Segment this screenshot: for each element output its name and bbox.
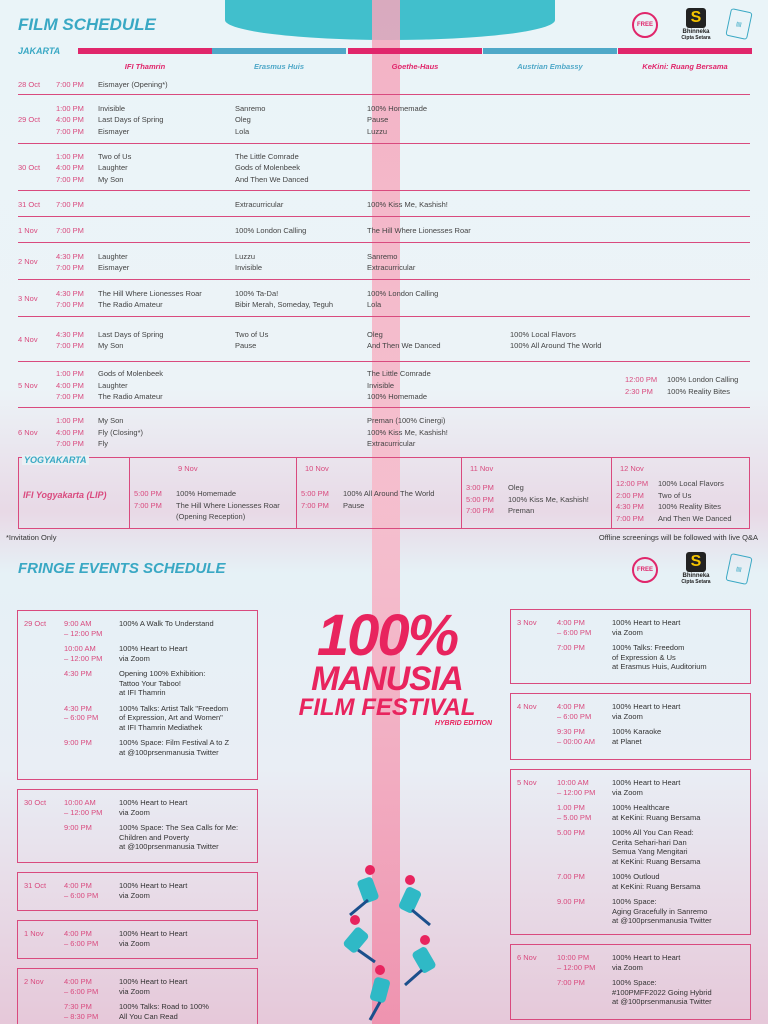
fringe-event: 100% Space: Film Festival A to Z at @100prsenmanusia Twitter [119,738,230,757]
free-badge-icon: FREE [632,12,658,38]
fringe-time: 5.00 PM [557,828,585,837]
venue-label: KeKini: Ruang Bersama [642,62,728,71]
day-films: Oleg 100% Kiss Me, Kashish! Preman [508,483,589,515]
fringe-event: 100% Heart to Heart via Zoom [119,977,188,996]
fringe-time: 4:00 PM – 6:00 PM [64,977,99,996]
schedule-cell: 6 Nov [18,427,38,437]
schedule-cell: 4 Nov [18,335,38,345]
fringe-time: 7:00 PM [557,643,585,652]
fringe-time: 10:00 AM – 12:00 PM [64,798,103,817]
schedule-cell: 1:00 PM 4:00 PM 7:00 PM [56,103,84,136]
fringe-event: 100% Heart to Heart via Zoom [119,929,188,948]
schedule-cell: 1:00 PM 4:00 PM 7:00 PM [56,151,84,184]
festival-logo: 100% MANUSIA FILM FESTIVAL HYBRID EDITION [298,603,492,727]
venue-label: Erasmus Huis [253,62,305,71]
schedule-cell: Extracurricular [235,199,284,209]
schedule-cell: 4:30 PM 7:00 PM [56,288,84,309]
yogyakarta-venue: IFI Yogyakarta (LIP) [23,490,107,500]
schedule-cell: 100% Ta-Da! Bibir Merah, Someday, Teguh [235,288,334,309]
fringe-time: 4:00 PM – 6:00 PM [557,702,592,721]
fringe-day-box [510,609,751,684]
fringe-event: 100% Heart to Heart via Zoom [612,702,681,721]
schedule-cell: 12:00 PM 2:30 PM [625,375,658,396]
day-times: 5:00 PM 7:00 PM [301,489,329,510]
fringe-event: 100% Heart to Heart via Zoom [612,778,681,797]
schedule-cell: Preman (100% Cinergi) 100% Kiss Me, Kashish! Extracurricular [367,416,448,449]
schedule-cell: Oleg And Then We Danced [367,329,441,350]
fringe-time: 4:30 PM – 6:00 PM [64,703,99,722]
fringe-time: 10:00 PM – 12:00 PM [557,953,596,972]
fringe-event: 100% Talks: Freedom of Expression & Us at Erasmus Huis, Auditorium [612,643,707,671]
fringe-date: 6 Nov [517,953,537,962]
schedule-cell: 2 Nov [18,257,38,267]
fringe-time: 10:00 AM – 12:00 PM [557,778,596,797]
fringe-time: 7:30 PM – 8:30 PM [64,1002,99,1021]
sponsor-logo: S Bhinneka Cipta Setara [681,9,711,41]
day-date: 10 Nov [305,464,329,473]
day-date: 12 Nov [620,464,644,473]
venue-color-bar [78,48,212,54]
fringe-title: FRINGE EVENTS SCHEDULE [18,560,226,577]
fringe-date: 29 Oct [24,619,47,628]
fringe-day-box [17,610,258,780]
fringe-date: 1 Nov [24,929,44,938]
day-date: 11 Nov [470,464,494,473]
schedule-cell: 7:00 PM [56,199,84,209]
dancers-illustration [330,850,450,1024]
schedule-cell: 28 Oct [18,79,41,89]
fringe-time: 10:00 AM – 12:00 PM [64,644,103,663]
fringe-day-box [17,920,258,959]
row-divider [18,94,750,95]
fringe-event: Opening 100% Exhibition: Tattoo Your Taboo! at IFI Thamrin [119,669,206,697]
fringe-day-box [510,693,751,760]
venue-color-bar [483,48,617,54]
day-date: 9 Nov [178,464,198,473]
fringe-event: 100% Space: The Sea Calls for Me: Children and Poverty at @100prsenmanusia Twitter [119,823,239,851]
free-badge-icon: FREE [632,557,658,583]
city-yogyakarta: YOGYAKARTA [24,455,87,465]
fringe-time: 7:00 PM [557,978,585,987]
venue-color-bar [618,48,752,54]
fringe-time: 7.00 PM [557,872,585,881]
film-schedule-title: FILM SCHEDULE [18,15,156,34]
schedule-cell: The Hill Where Lionesses Roar [367,225,471,235]
fringe-time: 4:00 PM – 6:00 PM [557,618,592,637]
fringe-time: 4:00 PM – 6:00 PM [64,929,99,948]
yogyakarta-day [129,458,296,528]
yogyakarta-day [296,458,461,528]
schedule-cell: 7:00 PM [56,225,84,235]
schedule-cell: 100% Kiss Me, Kashish! [367,199,448,209]
row-divider [18,316,750,317]
day-films: 100% Local Flavors Two of Us 100% Reality Bites And Then We Danced [658,479,732,523]
invitation-note: *Invitation Only [6,533,57,542]
schedule-cell: My Son Fly (Closing*) Fly [98,416,144,449]
schedule-cell: Laughter Eismayer [98,251,130,272]
city-jakarta: JAKARTA [18,46,61,56]
schedule-cell: Last Days of Spring My Son [98,329,164,350]
fringe-date: 31 Oct [24,881,47,890]
fringe-time: 9:00 PM [64,823,92,832]
schedule-cell: 1:00 PM 4:00 PM 7:00 PM [56,416,84,449]
fringe-time: 9.00 PM [557,897,585,906]
venue-label: Goethe-Haus [391,62,439,71]
schedule-cell: 4:30 PM 7:00 PM [56,251,84,272]
fringe-event: 100% Outloud at KeKini: Ruang Bersama [612,872,701,891]
day-times: 12:00 PM 2:00 PM 4:30 PM 7:00 PM [616,479,649,523]
fringe-event: 100% A Walk To Understand [119,619,214,628]
schedule-cell: The Little Comrade Invisible 100% Homemade [367,369,431,402]
row-divider [18,190,750,191]
venue-color-bar [212,48,346,54]
schedule-cell: Luzzu Invisible [235,251,263,272]
fringe-day-box [17,968,258,1024]
schedule-cell: Sanremo Extracurricular [367,251,416,272]
venue-label: IFI Thamrin [124,62,166,71]
schedule-cell: 5 Nov [18,380,38,390]
fringe-time: 4:30 PM [64,669,92,678]
schedule-cell: Two of Us Laughter My Son [98,151,132,184]
fringe-event: 100% Heart to Heart via Zoom [119,644,188,663]
schedule-cell: 1 Nov [18,225,38,235]
schedule-cell: Sanremo Oleg Lola [235,103,266,136]
sponsor-s-icon: S [686,8,706,28]
fringe-event: 100% All You Can Read: Cerita Sehari-hari Dan Semua Yang Mengitari at KeKini: Ruang Bersama [612,828,701,866]
schedule-cell: 29 Oct [18,115,41,125]
schedule-cell: 100% London Calling 100% Reality Bites [667,375,739,396]
day-times: 5:00 PM 7:00 PM [134,489,162,510]
yogyakarta-block [18,457,750,529]
fringe-time: 9:00 PM [64,738,92,747]
row-divider [18,143,750,144]
schedule-cell: 100% Local Flavors 100% All Around The World [510,329,602,350]
fringe-date: 3 Nov [517,618,537,627]
schedule-cell: 3 Nov [18,294,38,304]
fringe-day-box [17,872,258,911]
day-times: 3:00 PM 5:00 PM 7:00 PM [466,483,494,515]
day-films: 100% Homemade The Hill Where Lionesses Roar (Opening Reception) [176,489,280,521]
row-divider [18,361,750,362]
fringe-event: 100% Heart to Heart via Zoom [612,953,681,972]
fringe-event: 100% Talks: Road to 100% All You Can Read [119,1002,209,1021]
row-divider [18,216,750,217]
schedule-cell: 100% London Calling Lola [367,288,439,309]
fringe-event: 100% Heart to Heart via Zoom [612,618,681,637]
fringe-event: 100% Space: #100PMFF2022 Going Hybrid at @100prsenmanusia Twitter [612,978,712,1006]
fringe-event: 100% Healthcare at KeKini: Ruang Bersama [612,803,701,822]
fringe-date: 5 Nov [517,778,537,787]
fringe-time: 9:30 PM – 00:00 AM [557,727,595,746]
fringe-event: 100% Heart to Heart via Zoom [119,881,188,900]
ticket-icon: ▤ [725,8,752,40]
schedule-cell: Two of Us Pause [235,329,269,350]
schedule-cell: 7:00 PM [56,79,84,89]
schedule-cell: Eismayer (Opening*) [98,79,168,89]
fringe-day-box [17,789,258,863]
fringe-date: 4 Nov [517,702,537,711]
row-divider [18,242,750,243]
row-divider [18,279,750,280]
schedule-cell: 30 Oct [18,163,41,173]
qa-note: Offline screenings will be followed with live Q&A [598,533,758,542]
fringe-time: 9:00 AM – 12:00 PM [64,619,103,638]
fringe-event: 100% Space: Aging Gracefully in Sanremo at @100prsenmanusia Twitter [612,897,712,925]
fringe-date: 2 Nov [24,977,44,986]
schedule-cell: 1:00 PM 4:00 PM 7:00 PM [56,369,84,402]
fringe-day-box [510,769,751,935]
schedule-cell: 31 Oct [18,199,41,209]
day-films: 100% All Around The World Pause [343,489,435,510]
fringe-day-box [510,944,751,1020]
fringe-event: 100% Talks: Artist Talk "Freedom of Expression, Art and Women" at IFI Thamrin Mediathek [119,703,229,732]
fringe-event: 100% Heart to Heart via Zoom [119,798,188,817]
ticket-icon: ▤ [725,553,752,585]
schedule-cell: Gods of Molenbeek Laughter The Radio Amateur [98,369,164,402]
schedule-cell: 100% London Calling [235,225,307,235]
schedule-cell: 100% Homemade Pause Luzzu [367,103,428,136]
schedule-cell: The Hill Where Lionesses Roar The Radio Amateur [98,288,202,309]
schedule-cell: 4:30 PM 7:00 PM [56,329,84,350]
venue-label: Austrian Embassy [517,62,583,71]
row-divider [18,407,750,408]
sponsor-s-icon: S [686,552,706,572]
sponsor-logo: S Bhinneka Cipta Setara [681,553,711,585]
fringe-time: 4:00 PM – 6:00 PM [64,881,99,900]
fringe-date: 30 Oct [24,798,47,807]
yogyakarta-day [461,458,611,528]
venue-color-bar [348,48,482,54]
schedule-cell: Invisible Last Days of Spring Eismayer [98,103,164,136]
yogyakarta-day [611,458,751,528]
fringe-time: 1.00 PM – 5.00 PM [557,803,592,822]
schedule-cell: The Little Comrade Gods of Molenbeek And Then We Danced [235,151,309,184]
fringe-event: 100% Karaoke at Planet [612,727,662,746]
